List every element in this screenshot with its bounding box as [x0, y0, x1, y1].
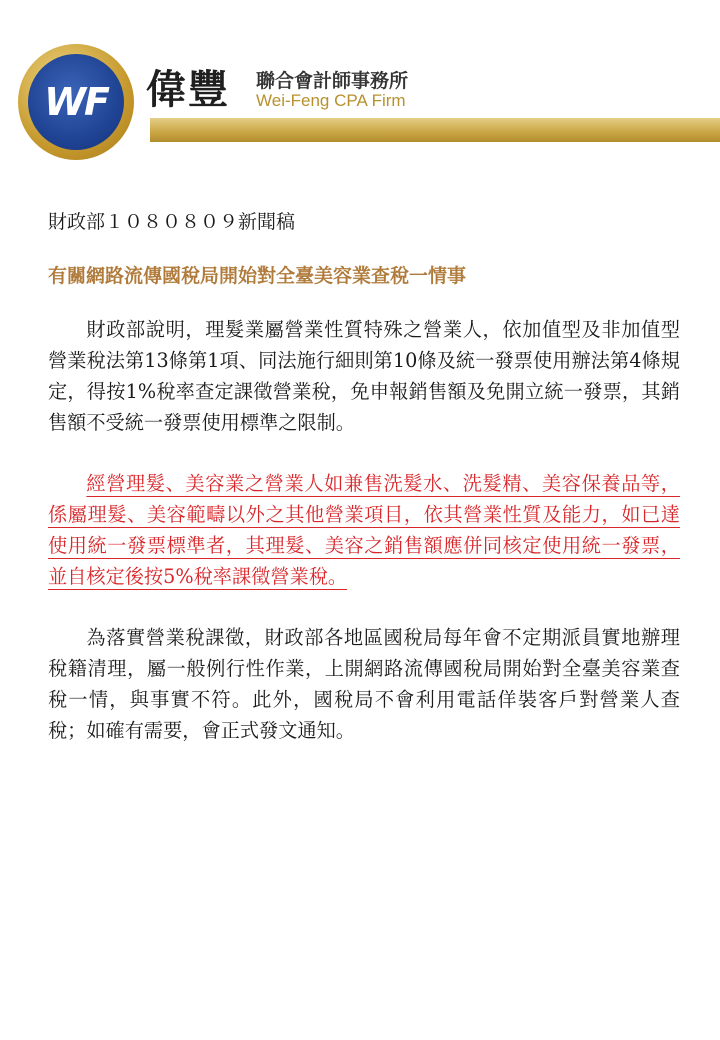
- press-release-headline: 有關網路流傳國稅局開始對全臺美容業查稅一情事: [48, 265, 467, 287]
- logo-text: WF: [44, 80, 108, 124]
- highlighted-text: 經營理髮、美容業之營業人如兼售洗髮水、洗髮精、美容保養品等，係屬理髮、美容範疇以外之其他營業項目，依其營業性質及能力，如已達使用統一發票標準者，其理髮、美容之銷售額應併同核定使用統一發票，並自核定後按5%稅率課徵營業稅。: [48, 472, 680, 588]
- firm-logo: [28, 54, 124, 150]
- letterhead: [0, 0, 720, 190]
- body-paragraph-3: 為落實營業稅課徵，財政部各地區國稅局每年會不定期派員實地辦理稅籍清理，屬一般例行性作業，上開網路流傳國稅局開始對全臺美容業查稅一情，與事實不符。此外，國稅局不會利用電話佯裝客戶對營業人查稅；如確有需要，會正式發文通知。: [48, 626, 680, 742]
- body-paragraph-1: 財政部說明，理髮業屬營業性質特殊之營業人，依加值型及非加值型營業稅法第13條第1項、同法施行細則第10條及統一發票使用辦法第4條規定，得按1%稅率查定課徵營業稅，免申報銷售額及免開立統一發票，其銷售額不受統一發票使用標準之限制。: [48, 318, 680, 434]
- gold-banner-stripe: [150, 118, 720, 142]
- firm-type-chinese: 聯合會計師事務所: [256, 70, 409, 92]
- firm-name-english: Wei-Feng CPA Firm: [256, 91, 406, 110]
- body-paragraph-2-highlighted: [48, 468, 680, 592]
- press-release-dateline: 財政部１０８０８０９新聞稿: [48, 211, 296, 233]
- firm-name-chinese: 偉豐: [146, 67, 230, 113]
- press-release: [48, 204, 680, 746]
